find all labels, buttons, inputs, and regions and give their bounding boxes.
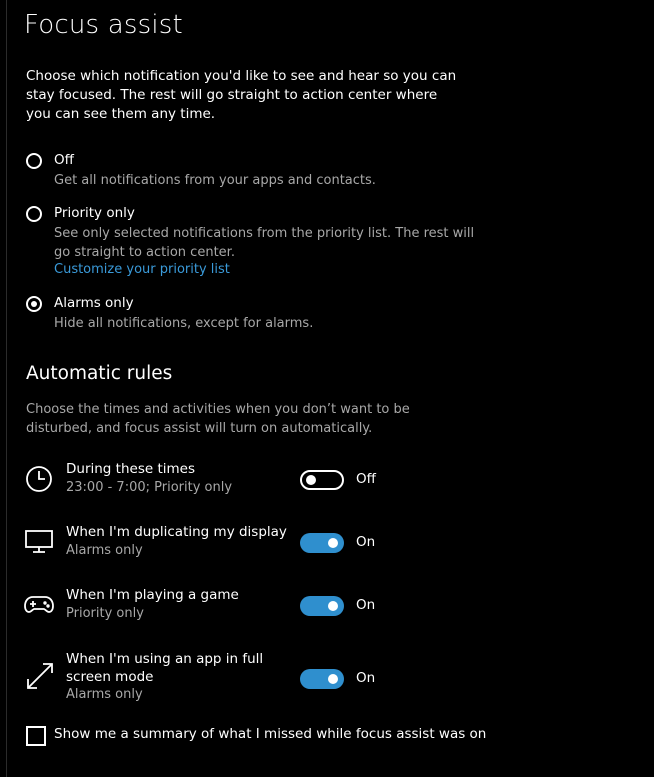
rule-playing-game-subtitle: Priority only — [66, 606, 144, 621]
toggle-during-these-times[interactable] — [300, 470, 344, 490]
radio-off-label[interactable]: Off — [54, 152, 74, 168]
automatic-rules-description: Choose the times and activities when you don’t want to be disturbed, and focus assist will turn on automatically. — [26, 402, 410, 436]
rule-full-screen-mode-subtitle: Alarms only — [66, 687, 143, 702]
rule-duplicating-display-title: When I'm duplicating my display — [66, 524, 287, 540]
rule-full-screen-mode-title: When I'm using an app in full screen mode — [66, 651, 264, 685]
radio-alarms-only-circle[interactable] — [26, 296, 42, 312]
clock-icon — [24, 463, 56, 495]
fullscreen-arrow-icon — [24, 660, 56, 692]
rule-during-these-times-title: During these times — [66, 461, 195, 477]
radio-off-description: Get all notifications from your apps and contacts. — [54, 173, 376, 188]
intro-text: Choose which notification you'd like to see and hear so you can stay focused. The rest will go straight to action center where you can see them any time. — [26, 68, 457, 122]
radio-alarms-only-description: Hide all notifications, except for alarms. — [54, 316, 314, 331]
automatic-rules-title: Automatic rules — [26, 363, 173, 384]
toggle-during-these-times-state: Off — [356, 471, 376, 487]
toggle-full-screen-mode[interactable] — [300, 669, 344, 689]
radio-off-circle[interactable] — [26, 153, 42, 169]
summary-checkbox[interactable] — [26, 726, 46, 746]
toggle-full-screen-mode-state: On — [356, 670, 376, 686]
radio-priority-only-label[interactable]: Priority only — [54, 205, 135, 221]
summary-checkbox-label[interactable]: Show me a summary of what I missed while focus assist was on — [54, 726, 487, 742]
monitor-icon — [24, 525, 56, 557]
gamepad-icon — [24, 588, 56, 620]
toggle-playing-game[interactable] — [300, 596, 344, 616]
toggle-duplicating-display-state: On — [356, 534, 376, 550]
radio-alarms-only-label[interactable]: Alarms only — [54, 295, 134, 311]
radio-priority-only-description: See only selected notifications from the priority list. The rest will go straight to action center. — [54, 226, 475, 260]
toggle-playing-game-state: On — [356, 597, 376, 613]
toggle-duplicating-display[interactable] — [300, 533, 344, 553]
rule-duplicating-display-subtitle: Alarms only — [66, 543, 143, 558]
window-edge — [6, 0, 7, 777]
customize-priority-list-link[interactable]: Customize your priority list — [54, 262, 230, 277]
rule-during-these-times-subtitle: 23:00 - 7:00; Priority only — [66, 480, 233, 495]
radio-priority-only-circle[interactable] — [26, 206, 42, 222]
page-title: Focus assist — [24, 10, 183, 40]
rule-playing-game-title: When I'm playing a game — [66, 587, 239, 603]
